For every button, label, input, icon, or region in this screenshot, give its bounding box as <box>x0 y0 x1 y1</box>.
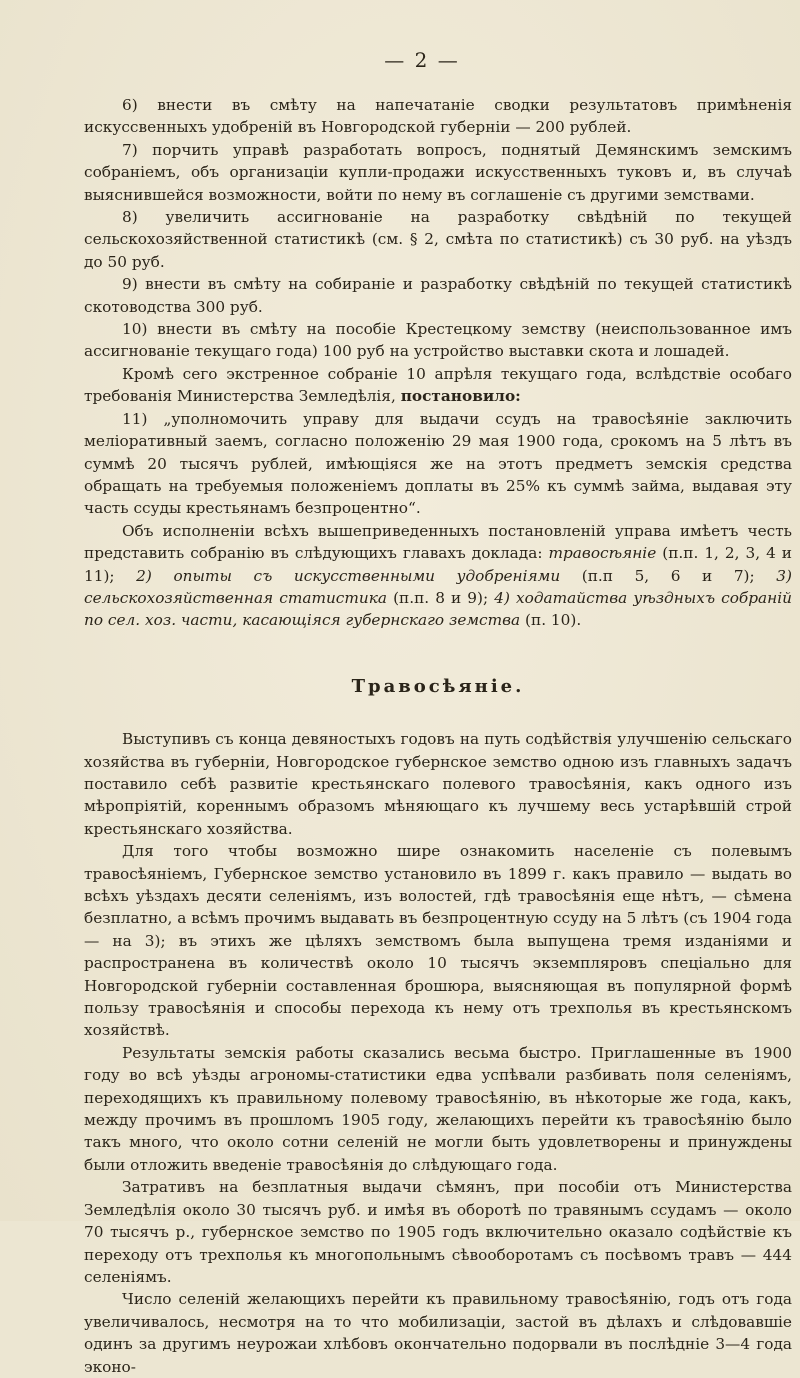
report-text-1: Объ исполненіи всѣхъ вышеприведенныхъ постановленій управа имѣетъ честь представить собранію въ слѣдующихъ главахъ доклада: <box>84 521 792 563</box>
intro-text: Кромѣ сего экстренное собраніе 10 апрѣля текущаго года, вслѣдствіе особаго требованія Министерства Земледѣлія, <box>84 364 792 406</box>
paragraph-report-outline <box>84 520 792 632</box>
section-paragraph-3: Результаты земскія работы сказались весьма быстро. Приглашенные въ 1900 году во всѣ уѣзды агрономы-статистики едва успѣвали разбивать поля селеніямъ, переходящихъ къ правильному полевому травосѣянію, въ нѣкоторые же года, какъ, между прочимъ въ прошломъ 1905 году, желающихъ перейти къ травосѣянію было такъ много, что около сотни селеній не могли быть удовлетворены и принуждены были отложить введеніе травосѣянія до слѣдующаго года. <box>84 1043 792 1174</box>
report-chapter-1: травосѣяніе <box>548 544 657 563</box>
report-text-2: (п.п. 1, 2, 3, 4 и 11); <box>84 544 792 585</box>
paragraph-intro <box>84 363 792 408</box>
report-chapter-4: 4) ходатайства уѣздныхъ собраній по сел. хоз. части, касающіяся губернскаго земства <box>84 588 793 630</box>
report-text-5: (п. 10). <box>525 611 582 630</box>
page-number: — 2 — <box>384 48 460 72</box>
paragraph-item-11: 11) „уполномочить управу для выдачи ссудъ на травосѣяніе заключить меліоративный заемъ, согласно положенію 29 мая 1900 года, срокомъ на 5 лѣтъ въ суммѣ 20 тысячъ рублей, имѣющіяся же на этотъ предметъ земскія средства обращать на требуемыя положеніемъ доплаты въ 25% къ суммѣ займа, выдавая эту часть ссуды крестьянамъ безпроцентно“. <box>84 409 792 518</box>
intro-bold-word: постановило: <box>400 387 521 406</box>
report-chapter-2: 2) опыты съ искусственными удобреніями <box>136 566 561 585</box>
section-paragraph-2: Для того чтобы возможно шире ознакомить населеніе съ полевымъ травосѣяніемъ, Губернское земство установило въ 1899 г. какъ правило — выдать во всѣхъ уѣздахъ десяти селеніямъ, изъ волостей, гдѣ травосѣянія еще нѣтъ, — сѣмена безплатно, а всѣмъ прочимъ выдавать въ безпроцентную ссуду на 5 лѣтъ (съ 1904 года — на 3); въ этихъ же цѣляхъ земствомъ была выпущена тремя изданіями и распространена въ количествѣ около 10 тысячъ экземпляровъ спеціально для Новгородской губерніи составленная брошюра, выясняющая въ популярной формѣ пользу травосѣянія и способы перехода къ нему отъ трехполья въ крестьянскомъ хозяйствѣ. <box>84 842 792 1040</box>
section-paragraph-4: Затративъ на безплатныя выдачи сѣмянъ, при пособіи отъ Министерства Земледѣлія около 30 тысячъ руб. и имѣя въ оборотѣ по травянымъ ссудамъ — около 70 тысячъ р., губернское земство по 1905 годъ включительно оказало содѣйствіе къ переходу отъ трехполья къ многопольнымъ сѣвооборотамъ съ посѣвомъ травъ — 444 селеніямъ. <box>84 1178 792 1286</box>
report-text-4: (п.п. 8 и 9); <box>393 588 489 607</box>
paragraph-item-9: 9) внести въ смѣту на собираніе и разработку свѣдѣній по текущей статистикѣ скотоводства 300 руб. <box>84 275 792 316</box>
paragraph-item-7: 7) порчить управѣ разработать вопросъ, поднятый Демянскимъ земскимъ собраніемъ, объ организаціи купли-продажи искусственныхъ туковъ и, въ случаѣ выяснившейся возможности, войти по нему въ соглашеніе съ другими земствами. <box>84 140 792 204</box>
section-heading: Травосѣяніе. <box>351 675 525 697</box>
report-text-3: (п.п 5, 6 и 7); <box>581 566 755 585</box>
section-paragraph-5: Число селеній желающихъ перейти къ правильному травосѣянію, годъ отъ года увеличивалось, несмотря на то что мобилизаціи, застой въ дѣлахъ и слѣдовавшіе одинъ за другимъ неурожаи хлѣбовъ окончательно подорвали въ послѣдніе 3—4 года эконо- <box>84 1290 792 1376</box>
document-body <box>84 94 792 1378</box>
report-chapter-3: 3) сельскохозяйственная статистика <box>84 566 792 607</box>
paragraph-item-6: 6) внести въ смѣту на напечатаніе сводки результатовъ примѣненія искуссвенныхъ удобреній въ Новгородской губерніи — 200 рублей. <box>84 96 792 137</box>
paragraph-item-8: 8) увеличить ассигнованіе на разработку свѣдѣній по текущей сельскохозяйственной статистикѣ (см. § 2, смѣта по статистикѣ) съ 30 руб. на уѣздъ до 50 руб. <box>84 208 792 271</box>
paragraph-item-10: 10) внести въ смѣту на пособіе Крестецкому земству (неиспользованное имъ ассигнованіе текущаго года) 100 руб на устройство выставки скота и лошадей. <box>84 320 792 361</box>
section-paragraph-1: Выступивъ съ конца девяностыхъ годовъ на путь содѣйствія улучшенію сельскаго хозяйства въ губерніи, Новгородское губернское земство одною изъ главныхъ задачъ поставило себѣ развитіе крестьянскаго полевого травосѣянія, какъ одного изъ мѣропріятій, кореннымъ образомъ мѣняющаго къ лучшему весь устарѣвшій строй крестьянскаго хозяйства. <box>84 730 792 838</box>
